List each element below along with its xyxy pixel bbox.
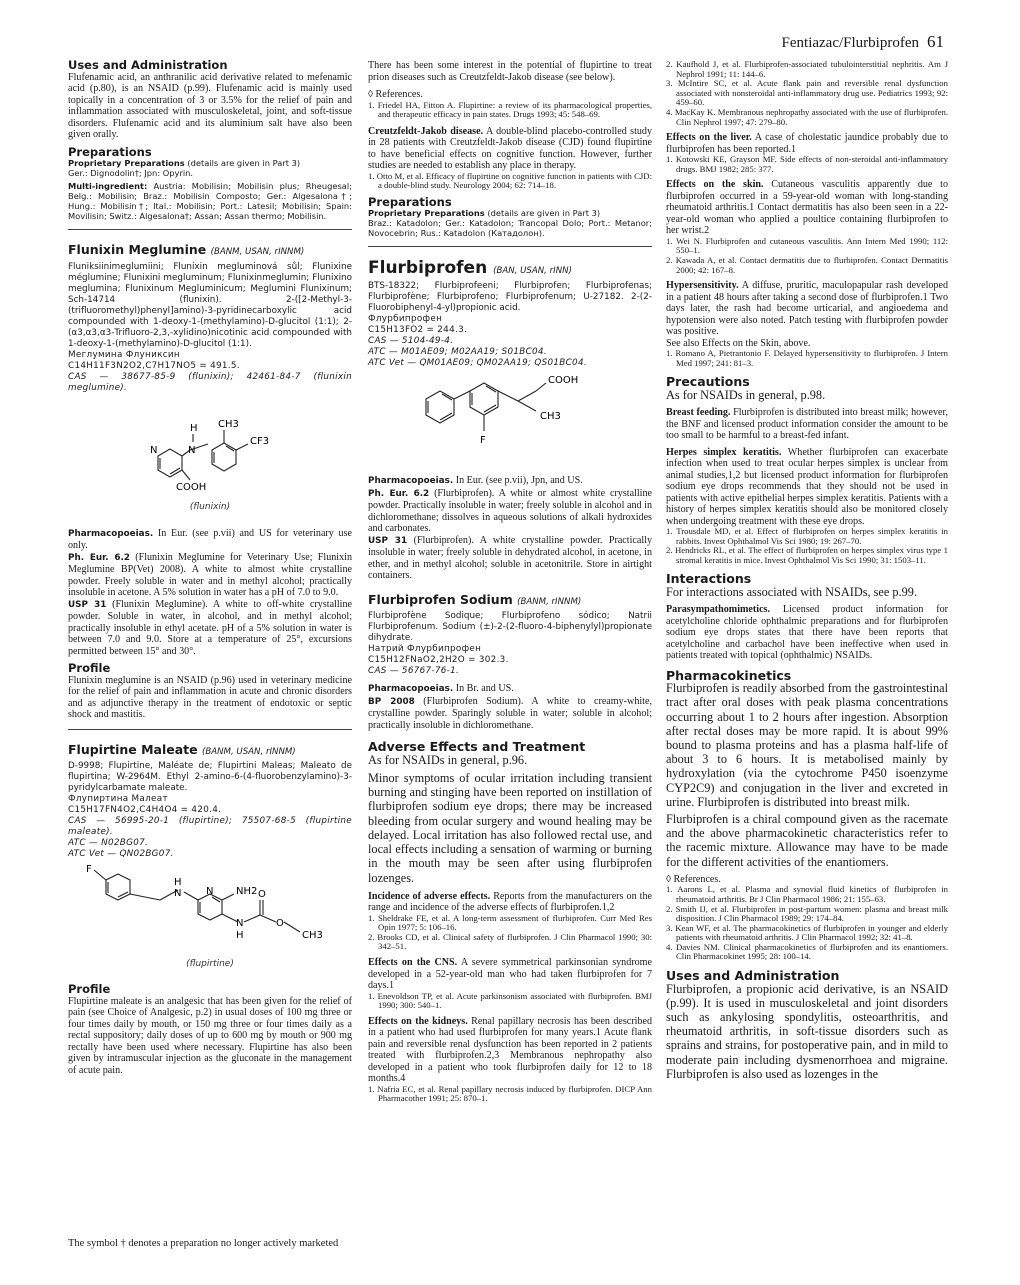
cns-paragraph: Effects on the CNS. A severe symmetrical parkinsonian syndrome developed in a 52-year-old man who had taken flurbiprofen for 7 days.1 (368, 957, 653, 992)
reference: 1. Wei N. Flurbiprofen and cutaneous vasculitis. Ann Intern Med 1990; 112: 550–1. (666, 235, 948, 256)
struct-o1: O (258, 889, 266, 900)
divider (368, 246, 652, 247)
hypersensitivity-paragraph: Hypersensitivity. A diffuse, pruritic, maculopapular rash developed in a patient 48 hours after taking a second dose of flurbiprofen.1 Two days later, the rash had become urticarial, and angioedema and hypotension were also noted. Patch testing with flurbiprofen powder was positive. (666, 280, 948, 338)
adverse-effects-intro: As for NSAIDs in general, p.96. (368, 752, 528, 767)
uses-text: Flufenamic acid, an anthranilic acid derivative related to mefenamic acid (p.80), is an NSAID (p.99). Flufenamic acid is mainly used topically in a concentration of 3 or 3.5% for the relief of pain and inflammation associated with musculoskeletal, joint, and soft-tissue disorders. Flufenamic acid and its aluminium salt have also been given orally. (68, 71, 352, 140)
herpes-paragraph: Herpes simplex keratitis. Whether flurbiprofen can exacerbate infection when used to treat ocular herpes simplex is unclear from animal studies,1,2 but licensed product information for flurbiprofen sodium eye drops recommends that they should not be used in patients with active epithelial herpes simplex keratitis. Patients with a history of herpes simplex keratitis should also be monitored closely when undergoing treatment with these eye drops. (666, 446, 949, 527)
struct-h: H (190, 422, 198, 434)
flunixin-cas: CAS — 38677-85-9 (flunixin); 42461-84-7 (flunixin meglumine). (68, 371, 352, 393)
precautions-text: As for NSAIDs in general, p.98. (666, 387, 826, 402)
uses-heading: Uses and Administration (68, 58, 228, 72)
reference: 1. Trousdale MD, et al. Effect of flurbiprofen on herpes simplex keratitis in rabbits. Invest Ophthalmol Vis Sci 1980; 19: 267–70. (666, 526, 948, 546)
reference: 1. Sheldrake FE, et al. A long-term assessment of flurbiprofen. Curr Med Res Opin 1977; 5: 106–16. (368, 912, 652, 933)
proprietary-line: Proprietary Preparations (details are given in Part 3) (68, 158, 301, 168)
header-title: Fentiazac/Flurbiprofen (781, 35, 919, 51)
liver-paragraph: Effects on the liver. A case of cholestatic jaundice probably due to flurbiprofen has been reported.1 (666, 132, 949, 155)
uses-text: Flurbiprofen, a propionic acid derivative, is an NSAID (p.99). It is used in musculoskeletal and joint disorders such as ankylosing spondylitis, osteoarthritis, and rheumatoid arthritis, in soft-tissue disorders such as sprains and strains, for postoperative pain, and in mild to moderate pain including dysmenorrhoea and migraine. Flurbiprofen is also used as lozenges in the (666, 981, 948, 1081)
reference: 2. Smith IJ, et al. Flurbiprofen in post-partum women: plasma and breast milk disposition. J Clin Pharmacol 1989; 29: 174–84. (666, 903, 948, 924)
flurbiprofen-synonyms: BTS-18322; Flurbiprofeeni; Flurbiprofen; Flurbiprofenas; Flurbiprofène; Flurbiprofeno; Flurbiprofenum; U-27182. 2-(2-Fluorobiphenyl-4-yl)propionic acid. (368, 280, 652, 313)
flurbiprofen-usp: USP 31 (Flurbiprofen). A white crystalline powder. Practically insoluble in water; freely soluble in dehydrated alcohol, in acetone, in ether, and in methyl alcohol; soluble in acetonitrile. Store in airtight containers. (368, 534, 652, 582)
reference: 2. Kaufhold J, et al. Flurbiprofen-associated tubulointerstitial nephritis. Am J Nephrol 1991; 11: 144–6. (666, 59, 948, 79)
refs-label: ◊ References. (368, 89, 423, 100)
flupirtine-profile-text: Flupirtine maleate is an analgesic that has been given for the relief of pain (see Choice of Analgesic, p.2) in usual doses of 100 mg three or four times daily by mouth, or 150 mg three or four times daily as a rectal suppository; daily doses of up to 600 mg by mouth or 900 mg rectally have been used where necessary. Flupirtine has also been given by intramuscular injection as the gluconate in the management of acute pain. (68, 995, 352, 1076)
struct-f: F (86, 864, 92, 875)
struct-h1: H (174, 877, 182, 888)
flupirtine-atc: ATC — N02BG07. (68, 838, 149, 848)
breast-feeding-paragraph: Breast feeding. Flurbiprofen is distributed into breast milk; however, the BNF and licensed product information consider the amount to be too small to be harmful to a breast-fed infant. (666, 407, 948, 442)
struct-cf3: CF3 (250, 435, 270, 447)
preparations-heading: Preparations (368, 194, 452, 209)
sodium-synonyms: Flurbiprofène Sodique; Flurbiprofeno sódico; Natrii Flurbiprofenum. Sodium (±)-2-(2-fluoro-4-biphenylyl)propionate dihydrate. (368, 611, 652, 644)
running-header (782, 32, 944, 52)
cjd-paragraph: Creutzfeldt-Jakob disease. A double-blind placebo-controlled study in 28 patients with Creutzfeldt-Jakob disease (CJD) found flupirtine to have beneficial effects on cognitive function. However, further studies are needed to establish any place in therapy. (368, 125, 653, 172)
struct-nh2: NH2 (236, 886, 258, 897)
struct-n-ring: N (206, 886, 214, 897)
reference: 1. Otto M, et al. Efficacy of flupirtine on cognitive function in patients with CJD: a double-blind study. Neurology 2004; 62: 714–18. (368, 170, 652, 191)
reference: 4. Davies NM. Clinical pharmacokinetics of flurbiprofen and its enantiomers. Clin Pharmacokinet 1995; 28: 100–14. (666, 941, 948, 962)
cjd-intro: There has been some interest in the potential of flupirtine to treat prion diseases such as Creutzfeldt-Jakob disease (see below). (368, 60, 652, 83)
incidence-paragraph: Incidence of adverse effects. Reports from the manufacturers on the range and incidence of the adverse effects of flurbiprofen.1,2 (368, 890, 652, 914)
divider (68, 729, 352, 730)
flurbiprofen-formula: C15H13FO2 = 244.3. (368, 324, 468, 335)
reference: 4. MacKay K. Membranous nephropathy associated with the use of flurbiprofen. Clin Nephrol 1997; 47: 279–80. (666, 106, 948, 127)
sodium-cas: CAS — 56767-76-1. (368, 666, 460, 677)
struct-cooh: COOH (548, 374, 579, 386)
sodium-russian: Натрий Флурбипрофен (368, 644, 482, 655)
flunixin-usp: USP 31 (Flunixin Meglumine). A white to off-white crystalline powder. Soluble in water, in alcohol, and in methyl alcohol; practically insoluble in ethyl acetate. pH of a 5% solution in water is between 7.0 and 9.0. Store at a temperature of 25°, excursions permitted between 15° and 30°. (68, 598, 352, 657)
proprietary-line: Proprietary Preparations (details are given in Part 3) (368, 208, 601, 219)
interactions-text: For interactions associated with NSAIDs, see p.99. (666, 584, 918, 599)
monograph-title-flurbiprofen: Flurbiprofen (BAN, USAN, rINN) (368, 258, 572, 279)
adverse-effects-text: Minor symptoms of ocular irritation including transient burning and stinging have been reported on instillation of flurbiprofen sodium eye drops; there may be increased bleeding from ocular surgery and wound healing may be delayed. Local irritation has also followed rectal use, and local effects including a sensation of warming or burning in the mouth may be seen after using flurbiprofen lozenges. (368, 771, 652, 885)
flurbiprofen-atc: ATC — M01AE09; M02AA19; S01BC04. (368, 346, 547, 357)
flunixin-formula: C14H11F3N2O2,C7H17NO5 = 491.5. (68, 360, 240, 371)
reference: 1. Friedel HA, Fitton A. Flupirtine: a review of its pharmacological properties, and therapeutic efficacy in pain states. Drugs 1993; 45: 548–69. (368, 99, 652, 120)
flunixin-profile-heading: Profile (68, 661, 111, 675)
flurbiprofen-structure (368, 369, 652, 464)
flurbiprofen-russian: Флурбипрофен (368, 313, 443, 324)
column-middle (368, 60, 652, 1104)
reference: 1. Kotowski KE, Grayson MF. Side effects of non-steroidal anti-inflammatory drugs. BMJ 1982; 285: 377. (666, 154, 948, 174)
struct-n-link: N (188, 444, 196, 456)
struct-ch3: CH3 (540, 410, 561, 422)
flupirtine-caption: (flupirtine) (186, 958, 234, 969)
reference: 2. Hendricks RL, et al. The effect of flurbiprofen on herpes simplex virus type 1 stromal keratitis in mice. Invest Ophthalmol Vis Sci 1990; 31: 1503–11. (666, 545, 948, 565)
flunixin-structure (68, 394, 352, 499)
flunixin-caption: (flunixin) (189, 502, 231, 512)
interactions-heading: Interactions (666, 571, 752, 587)
struct-n1: N (174, 888, 182, 899)
column-left (68, 60, 352, 1076)
footer-note: The symbol † denotes a preparation no longer actively marketed (68, 1238, 339, 1249)
reference: 1. Enevoldson TP, et al. Acute parkinsonism associated with flurbiprofen. BMJ 1990; 300: 540–1. (368, 990, 652, 1011)
preparations-heading: Preparations (68, 144, 152, 159)
reference: 1. Nafria EC, et al. Renal papillary necrosis induced by flurbiprofen. DICP Ann Pharmacother 1991; 25: 870–1. (368, 1083, 652, 1104)
flupirtine-structure (68, 860, 352, 955)
flunixin-pheur: Ph. Eur. 6.2 (Flunixin Meglumine for Veterinary Use; Flunixin Meglumine BP(Vet) 2008). A white to almost white crystalline powder. Freely soluble in water and in methyl alcohol; practically insoluble in acetone. A 5% solution in water has a pH of 7.0 to 9.0. (68, 551, 352, 598)
flurbiprofen-pheur: Ph. Eur. 6.2 (Flurbiprofen). A white or almost white crystalline powder. Practically insoluble in water; freely soluble in alcohol and in dichloromethane; dissolves in aqueous solutions of alkali hydroxides and carbonates. (368, 487, 652, 535)
flupirtine-russian: Флупиртина Малеат (68, 794, 168, 804)
flunixin-profile-text: Flunixin meglumine is an NSAID (p.96) used in veterinary medicine for the relief of pain and inflammation in acute and chronic disorders and as adjunctive therapy in the treatment of endotoxic or septic shock and mastitis. (68, 674, 352, 720)
kidneys-paragraph: Effects on the kidneys. Renal papillary necrosis has been described in a patient who had used flurbiprofen for many years.1 Acute flank pain and reversible renal dysfunction has been reported in 2 patients treated with flurbiprofen.2,3 Membranous nephropathy also developed in a patient who took flurbiprofen daily for 12 to 18 months.4 (368, 1015, 652, 1085)
monograph-title-flurbiprofen-sodium: Flurbiprofen Sodium (BANM, rINNM) (368, 591, 582, 607)
flupirtine-cas: CAS — 56995-20-1 (flupirtine); 75507-68-5 (flupirtine maleate). (68, 816, 352, 837)
reference: 1. Romano A, Pietrantonio F. Delayed hypersensitivity to flurbiprofen. J Intern Med 1997; 241: 81–3. (666, 348, 948, 368)
column-right (666, 60, 948, 1081)
flunixin-synonyms: Fluniksiinimeglumiini; Flunixin megluminová sůl; Flunixine méglumine; Flunixini megluminum; Flunixinmeglumin; Flunixino meglumina; Flunixinum Megluminicum; Meglumini Flunixinum; Sch-14714 (flunixin). 2-([2-Methyl-3-(trifluoromethyl)phenyl]amino)-3-pyridinecarboxylic acid compounded with 1-deoxy-1-(methylamino)-D-glucitol (1:1); 2-(α3,α3,α3-Trifluoro-2,3,-xylidino)nicotinic acid compounded with 1-deoxy-1-(methylamino)-D-glucitol (1:1). (68, 261, 352, 349)
flupirtine-formula: C15H17FN4O2,C4H4O4 = 420.4. (68, 805, 222, 815)
struct-h2: H (236, 930, 244, 941)
struct-ch3: CH3 (218, 418, 239, 430)
reference: 2. Brooks CD, et al. Clinical safety of flurbiprofen. J Clin Pharmacol 1990; 30: 342–51. (368, 931, 652, 952)
pharmacokinetics-text-1: Flurbiprofen is readily absorbed from the gastrointestinal tract after oral doses with peak plasma concentrations occurring about 1 to 2 hours after ingestion. Absorption after rectal doses may be more rapid. It is about 99% bound to plasma proteins and has a plasma half-life of about 3 to 6 hours. It is metabolised mainly by hydroxylation (via the cytochrome P450 isoenzyme CYP2C9) and conjugation in the liver and excreted in urine. Flurbiprofen is distributed into breast milk. (666, 681, 948, 809)
monograph-title-flupirtine: Flupirtine Maleate (BANM, USAN, rINNM) (68, 741, 296, 757)
uses-heading: Uses and Administration (666, 968, 840, 984)
flunixin-russian: Меглумина Флуниксин (68, 349, 180, 360)
adverse-effects-heading: Adverse Effects and Treatment (368, 739, 586, 755)
proprietary-list: Braz.: Katadolon; Ger.: Katadolon; Trancopal Dolo; Port.: Metanor; Novocebrin; Rus.: Katadolon (Катадолон). (368, 218, 652, 239)
struct-f: F (480, 434, 486, 446)
struct-n-ring: N (150, 444, 158, 456)
monograph-title-flunixin: Flunixin Meglumine (BANM, USAN, rINNM) (68, 242, 305, 257)
sodium-formula: C15H12FNaO2,2H2O = 302.3. (368, 655, 509, 666)
sodium-pharmacopoeias: Pharmacopoeias. In Br. and US. (368, 683, 514, 695)
reference: 3. McIntire SC, et al. Acute flank pain and reversible renal dysfunction associated with nonsteroidal anti-inflammatory drug use. Pediatrics 1993; 92: 459–60. (666, 78, 948, 108)
flurbiprofen-pharmacopoeias: Pharmacopoeias. In Eur. (see p.vii), Jpn, and US. (368, 475, 583, 487)
hypersensitivity-see-also: See also Effects on the Skin, above. (666, 337, 811, 349)
flunixin-pharmacopoeias: Pharmacopoeias. In Eur. (see p.vii) and US for veterinary use only. (68, 527, 352, 551)
struct-cooh: COOH (176, 481, 207, 493)
refs-label: ◊ References. (666, 873, 721, 885)
skin-paragraph: Effects on the skin. Cutaneous vasculitis apparently due to flurbiprofen occurred in a 59-year-old woman with long-standing rheumatoid arthritis.1 Contact dermatitis has also been seen in a 22-year-old woman who applied a poultice containing flurbiprofen to her wrist.2 (666, 179, 949, 237)
flupirtine-profile-heading: Profile (68, 982, 111, 996)
struct-o2: O (276, 918, 284, 929)
flurbiprofen-atcvet: ATC Vet — QM01AE09; QM02AA19; QS01BC04. (368, 357, 587, 368)
struct-ch3: CH3 (302, 930, 323, 941)
struct-n2: N (236, 918, 244, 929)
multi-ingredient: Multi-ingredient: Austria: Mobilisin; Mobilisin plus; Rheugesal; Belg.: Mobilisin; Braz.: Mobilisin Composto; Ger.: Algesalona†; Hung.: Mobilisin†; Ital.: Mobilisin; Port.: Latesil; Mobilisin; Spain: Movilisin; Switz.: Algesalona†; Assan; Assan thermo; Mobilisin. (68, 181, 352, 221)
precautions-heading: Precautions (666, 374, 750, 390)
page-number: 61 (927, 32, 944, 51)
proprietary-ger: Ger.: Dignodolin†; Jpn: Opyrin. (68, 168, 194, 178)
pharmacokinetics-text-2: Flurbiprofen is a chiral compound given as the racemate and the above pharmacokinetic characteristics refer to the racemic mixture. Allowance may have to be made for the different activities of the enantiomers. (666, 812, 948, 869)
sodium-bp: BP 2008 (Flurbiprofen Sodium). A white to creamy-white, crystalline powder. Sparingly soluble in water; soluble in alcohol; practically insoluble in dichloromethane. (368, 695, 652, 731)
divider (68, 229, 352, 230)
parasympathomimetics-paragraph: Parasympathomimetics. Licensed product information for acetylcholine chloride ophthalmic preparations and for flurbiprofen sodium eye drops states that there have been reports that acetylcholine and carbachol have been ineffective when used in patients treated with topical (ophthalmic) NSAIDs. (666, 604, 948, 662)
flurbiprofen-cas: CAS — 5104-49-4. (368, 335, 454, 346)
flupirtine-synonyms: D-9998; Flupirtine, Maléate de; Flupirtini Maleas; Maleato de flupirtina; W-2964M. Ethyl 2-amino-6-(4-fluorobenzylamino)-3-pyridylcarbamate maleate. (68, 761, 352, 793)
reference: 2. Kawada A, et al. Contact dermatitis due to flurbiprofen. Contact Dermatitis 2000; 42: 167–8. (666, 255, 948, 275)
reference: 3. Kean WF, et al. The pharmacokinetics of flurbiprofen in younger and elderly patients with rheumatoid arthritis. J Clin Pharmacol 1992; 32: 41–8. (666, 922, 948, 943)
pharmacokinetics-heading: Pharmacokinetics (666, 667, 792, 683)
flupirtine-atcvet: ATC Vet — QN02BG07. (68, 849, 174, 859)
reference: 1. Aarons L, et al. Plasma and synovial fluid kinetics of flurbiprofen in rheumatoid arthritis. Br J Clin Pharmacol 1986; 21: 155–63. (666, 884, 948, 904)
